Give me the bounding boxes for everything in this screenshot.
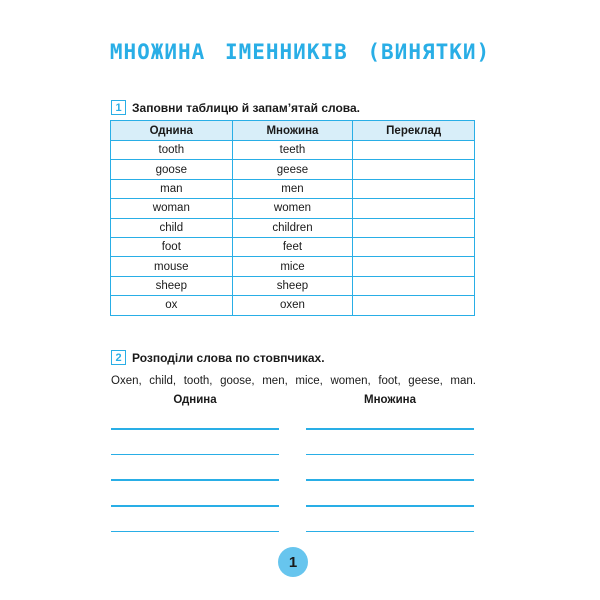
plural-cell: feet xyxy=(232,237,353,256)
translation-cell[interactable] xyxy=(353,237,475,256)
column-heading-plural: Множина xyxy=(364,394,416,406)
plural-cell: men xyxy=(232,179,353,198)
answer-lines-plural xyxy=(306,428,474,556)
singular-cell: goose xyxy=(111,160,233,179)
singular-cell: mouse xyxy=(111,257,233,276)
answer-line[interactable] xyxy=(306,505,474,507)
answer-line[interactable] xyxy=(111,428,279,430)
answer-line[interactable] xyxy=(111,454,279,456)
translation-cell[interactable] xyxy=(353,199,475,218)
answer-line[interactable] xyxy=(306,454,474,456)
translation-cell[interactable] xyxy=(353,218,475,237)
plural-cell: mice xyxy=(232,257,353,276)
singular-cell: sheep xyxy=(111,276,233,295)
column-heading-singular: Однина xyxy=(173,394,217,406)
translation-cell[interactable] xyxy=(353,141,475,160)
table-row xyxy=(111,276,475,295)
table-row xyxy=(111,141,475,160)
table-row xyxy=(111,160,475,179)
table-row xyxy=(111,218,475,237)
task-1-heading xyxy=(111,100,360,115)
table-row xyxy=(111,179,475,198)
translation-cell[interactable] xyxy=(353,160,475,179)
table-header-row xyxy=(111,121,475,141)
page-title: МНОЖИНА ІМЕННИКІВ (ВИНЯТКИ) xyxy=(109,40,491,64)
task-1-number: 1 xyxy=(111,100,126,115)
task-2-number: 2 xyxy=(111,350,126,365)
answer-lines-singular xyxy=(111,428,279,556)
task-1-instruction: Заповни таблицю й запам’ятай слова. xyxy=(132,100,361,115)
header-singular: Однина xyxy=(111,121,233,141)
task-2-instruction: Розподіли слова по стовпчиках. xyxy=(132,350,325,365)
translation-cell[interactable] xyxy=(353,179,475,198)
translation-cell[interactable] xyxy=(353,257,475,276)
answer-line[interactable] xyxy=(111,531,279,533)
answer-line[interactable] xyxy=(111,505,279,507)
plural-cell: oxen xyxy=(232,296,353,315)
singular-cell: man xyxy=(111,179,233,198)
answer-line[interactable] xyxy=(111,479,279,481)
header-plural: Множина xyxy=(232,121,353,141)
translation-cell[interactable] xyxy=(353,296,475,315)
singular-cell: woman xyxy=(111,199,233,218)
words-table xyxy=(110,120,475,316)
task-2-heading xyxy=(111,350,325,365)
singular-cell: foot xyxy=(111,237,233,256)
plural-cell: sheep xyxy=(232,276,353,295)
page-number-badge: 1 xyxy=(278,547,308,577)
plural-cell: teeth xyxy=(232,141,353,160)
header-translation: Переклад xyxy=(353,121,475,141)
singular-cell: tooth xyxy=(111,141,233,160)
table-row xyxy=(111,199,475,218)
table-row xyxy=(111,257,475,276)
answer-line[interactable] xyxy=(306,428,474,430)
table-row xyxy=(111,296,475,315)
singular-cell: ox xyxy=(111,296,233,315)
table-row xyxy=(111,237,475,256)
plural-cell: geese xyxy=(232,160,353,179)
translation-cell[interactable] xyxy=(353,276,475,295)
plural-cell: children xyxy=(232,218,353,237)
answer-line[interactable] xyxy=(306,531,474,533)
plural-cell: women xyxy=(232,199,353,218)
word-list: Oxen, child, tooth, goose, men, mice, women, foot, geese, man. xyxy=(111,375,476,387)
answer-line[interactable] xyxy=(306,479,474,481)
singular-cell: child xyxy=(111,218,233,237)
